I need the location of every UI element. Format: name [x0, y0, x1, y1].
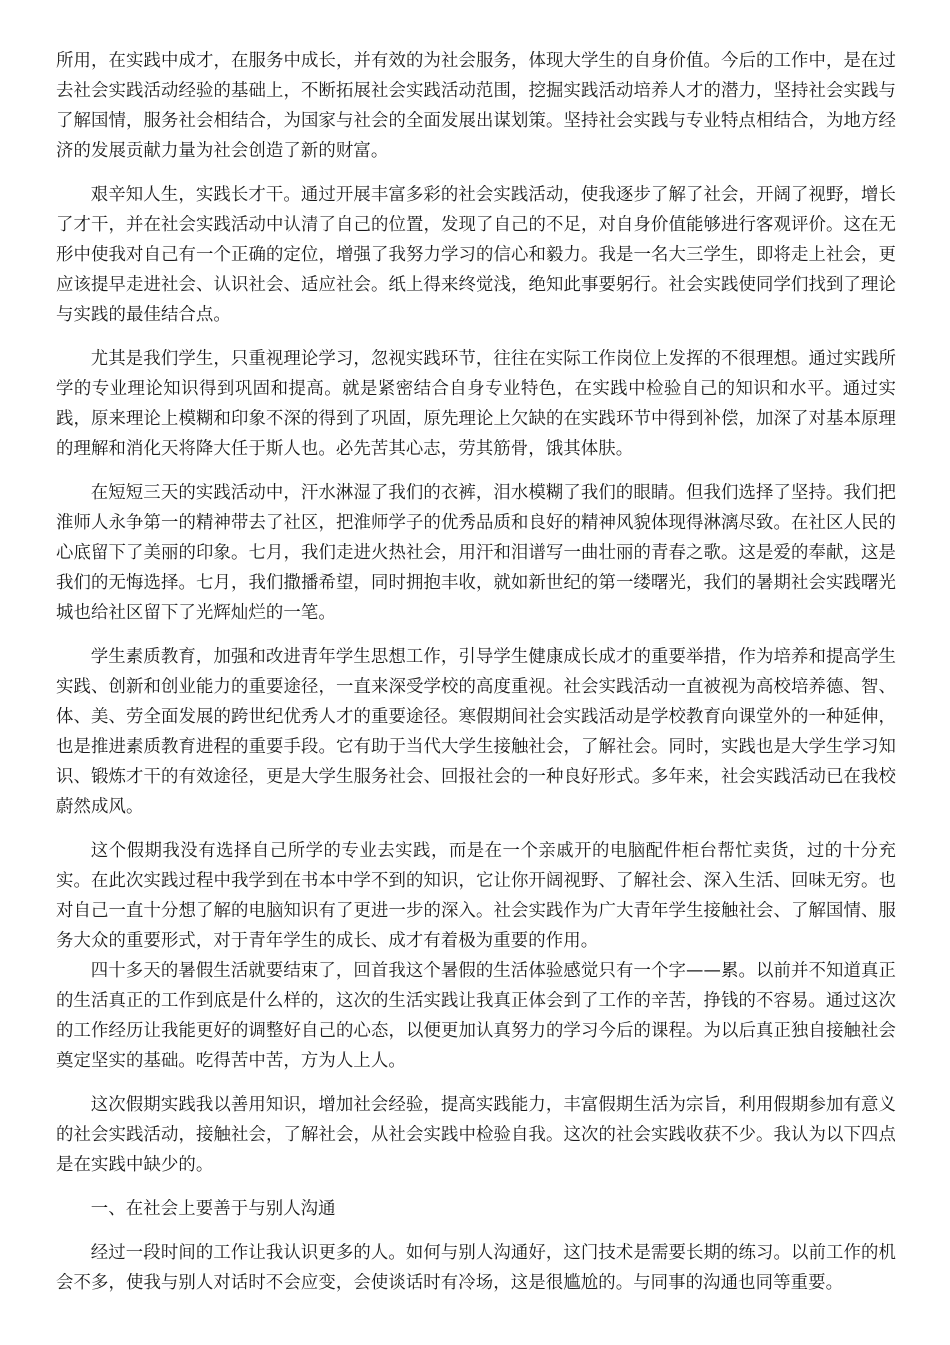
paragraph-6: 这个假期我没有选择自己所学的专业去实践，而是在一个亲戚开的电脑配件柜台帮忙卖货，过的十分充实。在此次实践过程中我学到在书本中学不到的知识，它让你开阔视野、了解社会、深入生活、回味无穷。也对自己一直十分想了解的电脑知识有了更进一步的深入。社会实践作为广大青年学生接触社会、了解国情、服务大众的重要形式，对于青年学生的成长、成才有着极为重要的作用。: [56, 841, 896, 951]
paragraph-7: 四十多天的暑假生活就要结束了，回首我这个暑假的生活体验感觉只有一个字——累。以前并不知道真正的生活真正的工作到底是什么样的，这次的生活实践让我真正体会到了工作的辛苦，挣钱的不容易。通过这次的工作经历让我能更好的调整好自己的心态，以便更加认真努力的学习今后的课程。为以后真正独自接触社会奠定坚实的基础。吃得苦中苦，方为人上人。: [56, 961, 896, 1071]
paragraph-8: 这次假期实践我以善用知识，增加社会经验，提高实践能力，丰富假期生活为宗旨，利用假期参加有意义的社会实践活动，接触社会，了解社会，从社会实践中检验自我。这次的社会实践收获不少。我认为以下四点是在实践中缺少的。: [56, 1095, 896, 1175]
section-heading: 一、在社会上要善于与别人沟通: [90, 1199, 336, 1219]
paragraph-4: 在短短三天的实践活动中，汗水淋湿了我们的衣裤，泪水模糊了我们的眼睛。但我们选择了坚持。我们把淮师人永争第一的精神带去了社区，把淮师学子的优秀品质和良好的精神风貌体现得淋漓尽致。在社区人民的心底留下了美丽的印象。七月，我们走进火热社会，用汗和泪谱写一曲壮丽的青春之歌。这是爱的奉献，这是我们的无悔选择。七月，我们撒播希望，同时拥抱丰收，就如新世纪的第一缕曙光，我们的暑期社会实践曙光城也给社区留下了光辉灿烂的一笔。: [56, 483, 896, 623]
paragraph-5: 学生素质教育，加强和改进青年学生思想工作，引导学生健康成长成才的重要举措，作为培养和提高学生实践、创新和创业能力的重要途径，一直来深受学校的高度重视。社会实践活动一直被视为高校培养德、智、体、美、劳全面发展的跨世纪优秀人才的重要途径。寒假期间社会实践活动是学校教育向课堂外的一种延伸，也是推进素质教育进程的重要手段。它有助于当代大学生接触社会，了解社会。同时，实践也是大学生学习知识、锻炼才干的有效途径，更是大学生服务社会、回报社会的一种良好形式。多年来，社会实践活动已在我校蔚然成风。: [56, 647, 896, 817]
paragraph-3: 尤其是我们学生，只重视理论学习，忽视实践环节，往往在实际工作岗位上发挥的不很理想。通过实践所学的专业理论知识得到巩固和提高。就是紧密结合自身专业特色，在实践中检验自己的知识和水平。通过实践，原来理论上模糊和印象不深的得到了巩固，原先理论上欠缺的在实践环节中得到补偿，加深了对基本原理的理解和消化天将降大任于斯人也。必先苦其心志，劳其筋骨，饿其体肤。: [56, 349, 896, 459]
paragraph-1: 所用，在实践中成才，在服务中成长，并有效的为社会服务，体现大学生的自身价值。今后的工作中，是在过去社会实践活动经验的基础上，不断拓展社会实践活动范围，挖掘实践活动培养人才的潜力，坚持社会实践与了解国情，服务社会相结合，为国家与社会的全面发展出谋划策。坚持社会实践与专业特点相结合，为地方经济的发展贡献力量为社会创造了新的财富。: [56, 51, 896, 161]
paragraph-9: 经过一段时间的工作让我认识更多的人。如何与别人沟通好，这门技术是需要长期的练习。以前工作的机会不多，使我与别人对话时不会应变，会使谈话时有冷场，这是很尴尬的。与同事的沟通也同等重要。: [56, 1243, 896, 1293]
paragraph-2: 艰辛知人生，实践长才干。通过开展丰富多彩的社会实践活动，使我逐步了解了社会，开阔了视野，增长了才干，并在社会实践活动中认清了自己的位置，发现了自己的不足，对自身价值能够进行客观评价。这在无形中使我对自己有一个正确的定位，增强了我努力学习的信心和毅力。我是一名大三学生，即将走上社会，更应该提早走进社会、认识社会、适应社会。纸上得来终觉浅，绝知此事要躬行。社会实践使同学们找到了理论与实践的最佳结合点。: [56, 185, 896, 325]
document-body: [56, 46, 896, 1312]
